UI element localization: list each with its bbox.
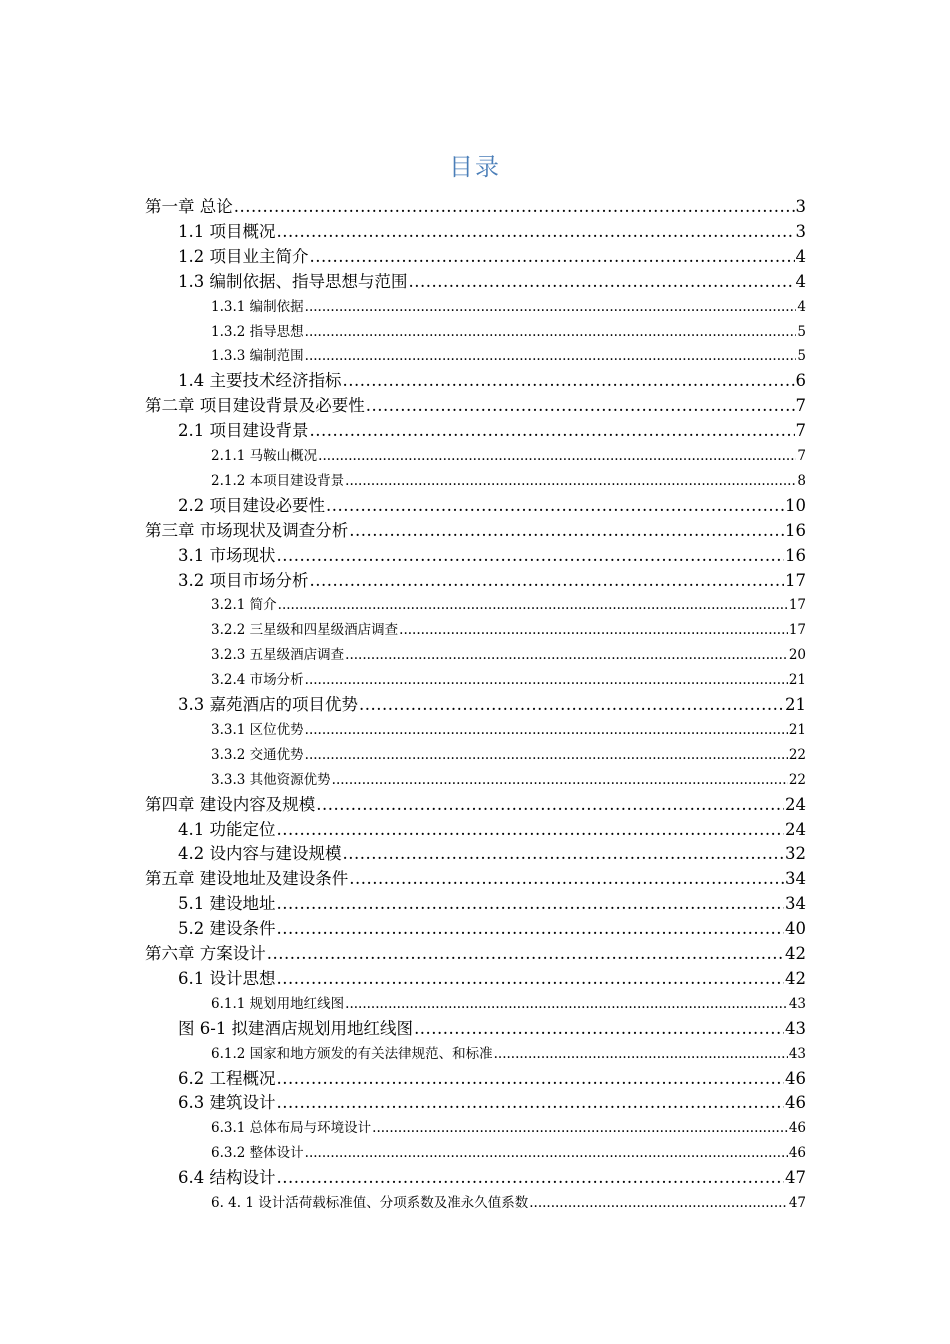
toc-dot-leader — [343, 842, 785, 866]
toc-entry-text: 4.1 功能定位 — [178, 819, 276, 839]
toc-entry[interactable] — [211, 668, 806, 692]
toc-entry-text: 6.1.2 国家和地方颁发的有关法律规范、和标准 — [211, 1045, 493, 1062]
toc-entry[interactable] — [145, 942, 806, 966]
toc-entry-page-number: 4 — [797, 298, 806, 315]
toc-dot-leader — [305, 320, 797, 344]
toc-entry-page-number: 47 — [785, 1168, 806, 1188]
toc-entry-text: 2.1 项目建设背景 — [178, 421, 309, 441]
toc-dot-leader — [372, 1116, 788, 1140]
toc-entry[interactable] — [211, 992, 806, 1016]
toc-dot-leader — [349, 519, 784, 543]
toc-entry[interactable] — [178, 892, 806, 916]
toc-entry-page-number: 3 — [795, 197, 806, 216]
toc-dot-leader — [345, 643, 788, 667]
toc-entry[interactable] — [211, 295, 806, 319]
toc-entry-text: 6.4 结构设计 — [178, 1168, 276, 1188]
toc-entry-text: 3.3.3 其他资源优势 — [211, 771, 331, 788]
toc-entry[interactable] — [178, 967, 806, 991]
toc-dot-leader — [310, 569, 785, 593]
toc-dot-leader — [494, 1042, 788, 1066]
toc-entry[interactable] — [178, 569, 806, 593]
toc-entry-page-number: 47 — [788, 1195, 806, 1211]
toc-entry-page-number: 5 — [797, 323, 806, 340]
toc-entry[interactable] — [178, 245, 806, 269]
toc-entry[interactable] — [178, 842, 806, 866]
toc-entry-text: 2.1.1 马鞍山概况 — [211, 448, 318, 464]
toc-entry-text: 3.3.1 区位优势 — [211, 721, 304, 738]
toc-dot-leader — [399, 618, 788, 642]
toc-entry[interactable] — [211, 743, 806, 767]
toc-dot-leader — [277, 892, 785, 916]
toc-entry-text: 1.2 项目业主简介 — [178, 246, 309, 266]
toc-entry-page-number: 7 — [795, 396, 806, 416]
toc-entry[interactable] — [145, 195, 806, 219]
toc-entry[interactable] — [211, 643, 806, 667]
toc-entry[interactable] — [178, 220, 806, 244]
toc-dot-leader — [277, 544, 785, 568]
toc-dot-leader — [277, 1091, 785, 1115]
toc-entry-text: 3.2.3 五星级酒店调查 — [211, 647, 345, 664]
toc-entry-text: 3.2.2 三星级和四星级酒店调查 — [211, 622, 399, 639]
toc-entry-text: 第五章 建设地址及建设条件 — [145, 869, 349, 889]
toc-entry-text: 3.3.2 交通优势 — [211, 746, 304, 763]
toc-entry-text: 图 6-1 拟建酒店规划用地红线图 — [178, 1018, 414, 1038]
toc-entry-text: 3.2 项目市场分析 — [178, 570, 309, 590]
toc-title: 目录 — [449, 153, 501, 181]
toc-entry[interactable] — [178, 270, 806, 294]
toc-entry-page-number: 10 — [785, 495, 806, 515]
toc-entry[interactable] — [211, 618, 806, 642]
toc-entry-text: 1.3.2 指导思想 — [211, 323, 304, 340]
toc-dot-leader — [278, 593, 788, 617]
toc-entry-page-number: 21 — [785, 695, 806, 714]
toc-entry-page-number: 22 — [788, 771, 806, 788]
toc-dot-leader — [277, 1067, 785, 1091]
toc-dot-leader — [332, 768, 788, 792]
toc-entry[interactable] — [178, 419, 806, 443]
toc-entry-page-number: 16 — [785, 545, 806, 565]
toc-entry-page-number: 7 — [797, 448, 806, 464]
toc-entry[interactable] — [211, 768, 806, 792]
toc-dot-leader — [359, 693, 784, 717]
toc-entry[interactable] — [178, 1166, 806, 1190]
toc-entry[interactable] — [211, 320, 806, 344]
toc-entry[interactable] — [211, 444, 806, 468]
toc-entry[interactable] — [178, 494, 806, 518]
toc-entry-text: 1.3.3 编制范围 — [211, 348, 304, 365]
toc-entry-text: 5.2 建设条件 — [178, 919, 276, 939]
toc-entry-page-number: 20 — [788, 647, 806, 664]
toc-entry[interactable] — [145, 867, 806, 891]
toc-entry-text: 第四章 建设内容及规模 — [145, 794, 316, 814]
toc-entry[interactable] — [178, 544, 806, 568]
toc-entry-text: 2.2 项目建设必要性 — [178, 495, 325, 515]
toc-dot-leader — [345, 469, 796, 493]
toc-entry-page-number: 43 — [785, 1018, 806, 1038]
toc-entry-text: 2.1.2 本项目建设背景 — [211, 472, 345, 489]
toc-entry-text: 1.3.1 编制依据 — [211, 298, 304, 315]
toc-entry[interactable] — [178, 1017, 806, 1041]
toc-entry-text: 第一章 总论 — [145, 197, 233, 216]
toc-dot-leader — [305, 1141, 788, 1165]
toc-entry-page-number: 42 — [785, 944, 806, 963]
toc-entry-page-number: 22 — [788, 746, 806, 763]
toc-entry-page-number: 32 — [785, 844, 806, 864]
toc-entry-page-number: 40 — [785, 919, 806, 939]
toc-entry-text: 第六章 方案设计 — [145, 944, 266, 963]
toc-entry-text: 4.2 设内容与建设规模 — [178, 844, 342, 864]
toc-entry-page-number: 7 — [795, 421, 806, 441]
toc-dot-leader — [277, 220, 795, 244]
toc-entry[interactable] — [145, 793, 806, 817]
toc-dot-leader — [310, 245, 795, 269]
toc-entry-page-number: 17 — [785, 570, 806, 590]
toc-entry-page-number: 43 — [788, 995, 806, 1012]
toc-entry-text: 3.2.1 简介 — [211, 597, 277, 614]
toc-entry-page-number: 17 — [788, 597, 806, 614]
toc-dot-leader — [305, 295, 797, 319]
toc-dot-leader — [529, 1191, 788, 1215]
toc-dot-leader — [318, 444, 796, 468]
toc-entry-page-number: 8 — [797, 472, 806, 489]
toc-entry-page-number: 5 — [797, 348, 806, 365]
toc-entry-text: 3.3 嘉苑酒店的项目优势 — [178, 695, 358, 714]
toc-dot-leader — [310, 419, 795, 443]
toc-entry-page-number: 6 — [795, 371, 806, 391]
toc-entry[interactable] — [145, 519, 806, 543]
toc-dot-leader — [305, 668, 788, 692]
toc-dot-leader — [349, 867, 784, 891]
toc-entry[interactable] — [211, 344, 806, 368]
toc-entry[interactable] — [211, 469, 806, 493]
toc-entry[interactable] — [211, 1042, 806, 1066]
toc-dot-leader — [267, 942, 784, 966]
toc-dot-leader — [366, 394, 795, 418]
toc-entry-page-number: 42 — [785, 968, 806, 988]
toc-entry-page-number: 4 — [795, 271, 806, 291]
toc-entry[interactable] — [178, 693, 806, 717]
toc-dot-leader — [305, 743, 788, 767]
toc-entry-page-number: 16 — [785, 520, 806, 540]
toc-entry[interactable] — [178, 917, 806, 941]
toc-entry-text: 6.2 工程概况 — [178, 1068, 276, 1088]
toc-entry-page-number: 43 — [788, 1045, 806, 1062]
toc-entry-text: 6.3.2 整体设计 — [211, 1145, 304, 1162]
toc-dot-leader — [277, 818, 785, 842]
toc-entry[interactable] — [211, 1116, 806, 1140]
toc-entry[interactable] — [178, 1091, 806, 1115]
toc-entry-text: 6.1.1 规划用地红线图 — [211, 995, 345, 1012]
toc-entry-page-number: 46 — [785, 1068, 806, 1088]
toc-entry[interactable] — [145, 394, 806, 418]
toc-entry-text: 3.1 市场现状 — [178, 545, 276, 565]
toc-entry-text: 6.3.1 总体布局与环境设计 — [211, 1120, 372, 1137]
toc-entry[interactable] — [178, 818, 806, 842]
toc-entry-text: 1.1 项目概况 — [178, 221, 276, 241]
toc-entry[interactable] — [178, 1067, 806, 1091]
toc-entry-text: 第二章 项目建设背景及必要性 — [145, 396, 365, 416]
toc-entry[interactable] — [211, 718, 806, 742]
toc-dot-leader — [343, 369, 795, 393]
toc-dot-leader — [277, 1166, 785, 1190]
toc-entry-page-number: 34 — [785, 894, 806, 914]
toc-dot-leader — [305, 344, 797, 368]
toc-dot-leader — [305, 718, 788, 742]
toc-entry[interactable] — [211, 1141, 806, 1165]
toc-entry-text: 第三章 市场现状及调查分析 — [145, 520, 349, 540]
toc-dot-leader — [277, 967, 785, 991]
toc-entry-text: 6.3 建筑设计 — [178, 1093, 276, 1113]
toc-dot-leader — [326, 494, 784, 518]
toc-entry-page-number: 34 — [785, 869, 806, 889]
toc-entry-text: 1.3 编制依据、指导思想与范围 — [178, 271, 408, 291]
toc-entry-text: 6. 4. 1 设计活荷载标准值、分项系数及准永久值系数 — [211, 1195, 529, 1211]
toc-entry-page-number: 46 — [788, 1145, 806, 1162]
toc-entry-text: 1.4 主要技术经济指标 — [178, 371, 342, 391]
toc-entry-page-number: 21 — [788, 721, 806, 738]
toc-entry[interactable] — [211, 593, 806, 617]
toc-entry-page-number: 4 — [795, 246, 806, 266]
toc-dot-leader — [316, 793, 784, 817]
toc-entry-text: 6.1 设计思想 — [178, 968, 276, 988]
toc-entry-text: 5.1 建设地址 — [178, 894, 276, 914]
toc-entry-text: 3.2.4 市场分析 — [211, 672, 304, 689]
toc-entry-page-number: 17 — [788, 622, 806, 639]
toc-entry-page-number: 21 — [788, 672, 806, 689]
toc-entry-page-number: 46 — [785, 1093, 806, 1113]
toc-dot-leader — [345, 992, 788, 1016]
toc-dot-leader — [234, 195, 795, 219]
toc-entry-page-number: 3 — [795, 221, 806, 241]
toc-entry[interactable] — [211, 1191, 806, 1215]
toc-entry-page-number: 24 — [785, 794, 806, 814]
toc-dot-leader — [277, 917, 785, 941]
toc-entry-page-number: 24 — [785, 819, 806, 839]
toc-entry-page-number: 46 — [788, 1120, 806, 1137]
toc-dot-leader — [409, 270, 795, 294]
toc-entry[interactable] — [178, 369, 806, 393]
toc-dot-leader — [414, 1017, 784, 1041]
